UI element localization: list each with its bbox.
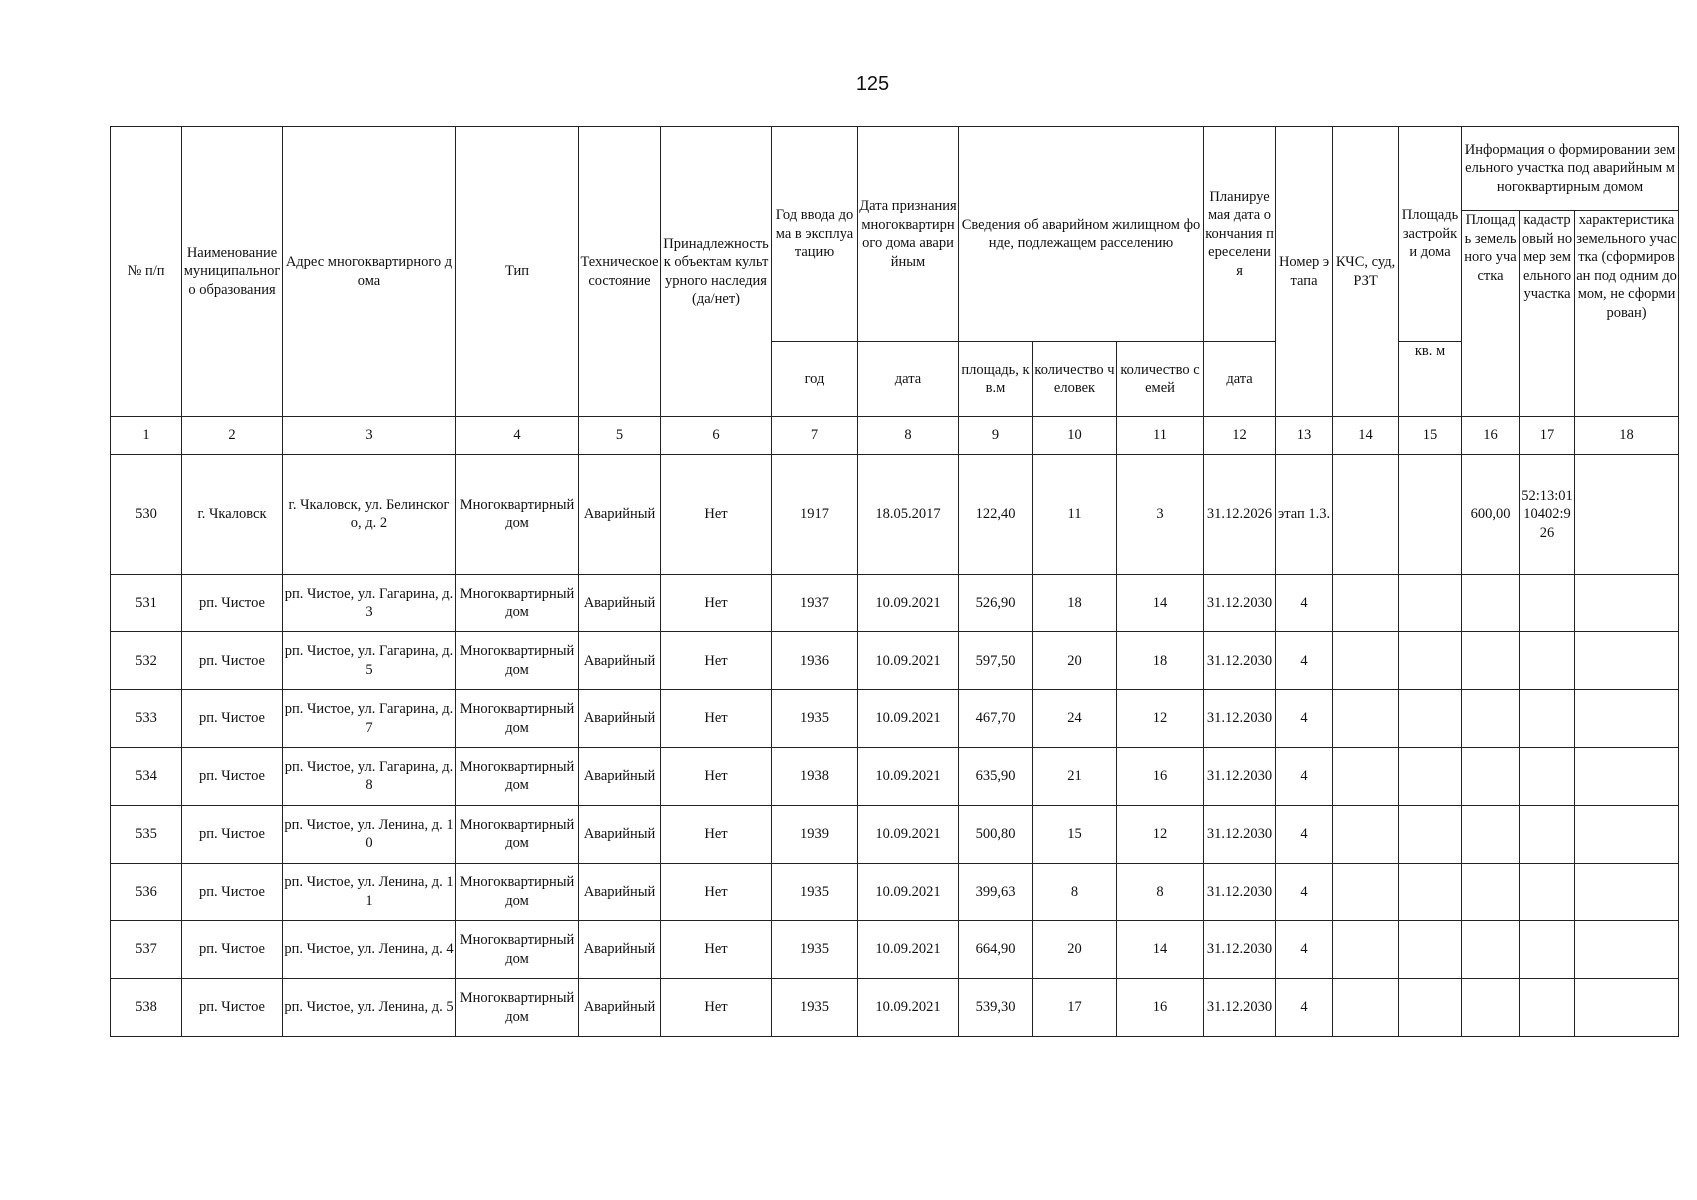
header-heritage: Принадлежность к объектам культурного наследия (да/нет)	[661, 127, 772, 417]
header-type: Тип	[456, 127, 579, 417]
cell-stage: 4	[1276, 805, 1333, 863]
header-land-char: характеристика земельного участка (сформирован под одним домом, не сформирован)	[1575, 211, 1679, 417]
header-recognition-date: Дата признания многоквартирного дома аварийным	[858, 127, 959, 342]
cell-stage: 4	[1276, 979, 1333, 1037]
table-header	[111, 127, 1679, 455]
cell-build-area	[1399, 863, 1462, 921]
column-number: 15	[1399, 417, 1462, 455]
cell-type: Многоквартирный дом	[456, 690, 579, 748]
column-number: 10	[1033, 417, 1117, 455]
cell-area: 597,50	[959, 632, 1033, 690]
header-kchs: КЧС, суд, РЗТ	[1333, 127, 1399, 417]
column-number: 12	[1204, 417, 1276, 455]
cell-cadastral	[1520, 747, 1575, 805]
header-address: Адрес многоквартирного дома	[283, 127, 456, 417]
cell-land-area	[1462, 574, 1520, 632]
cell-num: 531	[111, 574, 182, 632]
cell-condition: Аварийный	[579, 632, 661, 690]
cell-families: 16	[1117, 747, 1204, 805]
cell-address: рп. Чистое, ул. Гагарина, д. 7	[283, 690, 456, 748]
cell-stage: 4	[1276, 863, 1333, 921]
cell-people: 15	[1033, 805, 1117, 863]
cell-cadastral: 52:13:0110402:926	[1520, 455, 1575, 575]
cell-cadastral	[1520, 863, 1575, 921]
cell-recognition-date: 10.09.2021	[858, 979, 959, 1037]
subheader-build-area-unit: кв. м	[1399, 342, 1462, 417]
cell-num: 533	[111, 690, 182, 748]
cell-address: рп. Чистое, ул. Гагарина, д. 8	[283, 747, 456, 805]
cell-condition: Аварийный	[579, 921, 661, 979]
cell-year: 1935	[772, 979, 858, 1037]
cell-end-date: 31.12.2030	[1204, 979, 1276, 1037]
column-number: 18	[1575, 417, 1679, 455]
cell-condition: Аварийный	[579, 690, 661, 748]
column-number: 7	[772, 417, 858, 455]
header-build-area: Площадь застройки дома	[1399, 127, 1462, 342]
cell-address: рп. Чистое, ул. Гагарина, д. 5	[283, 632, 456, 690]
cell-area: 664,90	[959, 921, 1033, 979]
cell-build-area	[1399, 921, 1462, 979]
cell-end-date: 31.12.2030	[1204, 747, 1276, 805]
cell-heritage: Нет	[661, 805, 772, 863]
header-cadastral: кадастровый номер земельного участка	[1520, 211, 1575, 417]
cell-cadastral	[1520, 632, 1575, 690]
column-number: 5	[579, 417, 661, 455]
column-number: 4	[456, 417, 579, 455]
cell-recognition-date: 10.09.2021	[858, 921, 959, 979]
header-land-area: Площадь земельного участка	[1462, 211, 1520, 417]
cell-type: Многоквартирный дом	[456, 747, 579, 805]
subheader-date: дата	[858, 342, 959, 417]
cell-end-date: 31.12.2030	[1204, 632, 1276, 690]
cell-build-area	[1399, 979, 1462, 1037]
page-number: 125	[855, 73, 890, 95]
cell-people: 20	[1033, 632, 1117, 690]
cell-build-area	[1399, 455, 1462, 575]
cell-families: 18	[1117, 632, 1204, 690]
cell-heritage: Нет	[661, 574, 772, 632]
cell-num: 530	[111, 455, 182, 575]
cell-land-area	[1462, 747, 1520, 805]
cell-people: 20	[1033, 921, 1117, 979]
cell-build-area	[1399, 632, 1462, 690]
cell-area: 539,30	[959, 979, 1033, 1037]
table-row	[111, 455, 1679, 575]
cell-municipality: рп. Чистое	[182, 747, 283, 805]
cell-stage: 4	[1276, 747, 1333, 805]
cell-kchs	[1333, 921, 1399, 979]
cell-stage: этап 1.3.	[1276, 455, 1333, 575]
cell-people: 11	[1033, 455, 1117, 575]
cell-num: 538	[111, 979, 182, 1037]
cell-people: 17	[1033, 979, 1117, 1037]
cell-heritage: Нет	[661, 690, 772, 748]
subheader-year: год	[772, 342, 858, 417]
cell-families: 8	[1117, 863, 1204, 921]
cell-municipality: г. Чкаловск	[182, 455, 283, 575]
cell-cadastral	[1520, 805, 1575, 863]
cell-kchs	[1333, 455, 1399, 575]
cell-year: 1917	[772, 455, 858, 575]
header-year: Год ввода дома в эксплуатацию	[772, 127, 858, 342]
cell-land-char	[1575, 455, 1679, 575]
cell-condition: Аварийный	[579, 574, 661, 632]
cell-cadastral	[1520, 690, 1575, 748]
cell-year: 1936	[772, 632, 858, 690]
cell-end-date: 31.12.2030	[1204, 574, 1276, 632]
cell-stage: 4	[1276, 921, 1333, 979]
cell-municipality: рп. Чистое	[182, 863, 283, 921]
cell-condition: Аварийный	[579, 863, 661, 921]
cell-land-area	[1462, 863, 1520, 921]
header-municipality: Наименование муниципального образования	[182, 127, 283, 417]
cell-build-area	[1399, 805, 1462, 863]
cell-recognition-date: 10.09.2021	[858, 632, 959, 690]
cell-address: рп. Чистое, ул. Гагарина, д. 3	[283, 574, 456, 632]
emergency-housing-table	[110, 126, 1679, 1037]
cell-type: Многоквартирный дом	[456, 632, 579, 690]
cell-land-char	[1575, 979, 1679, 1037]
cell-land-char	[1575, 805, 1679, 863]
table-row	[111, 690, 1679, 748]
cell-land-char	[1575, 863, 1679, 921]
cell-families: 16	[1117, 979, 1204, 1037]
cell-num: 537	[111, 921, 182, 979]
cell-municipality: рп. Чистое	[182, 632, 283, 690]
cell-num: 534	[111, 747, 182, 805]
column-number: 2	[182, 417, 283, 455]
cell-type: Многоквартирный дом	[456, 863, 579, 921]
cell-heritage: Нет	[661, 979, 772, 1037]
cell-area: 635,90	[959, 747, 1033, 805]
subheader-area: площадь, кв.м	[959, 342, 1033, 417]
cell-land-area: 600,00	[1462, 455, 1520, 575]
cell-people: 21	[1033, 747, 1117, 805]
cell-address: рп. Чистое, ул. Ленина, д. 10	[283, 805, 456, 863]
cell-land-area	[1462, 921, 1520, 979]
table-row	[111, 805, 1679, 863]
cell-condition: Аварийный	[579, 455, 661, 575]
cell-type: Многоквартирный дом	[456, 574, 579, 632]
cell-end-date: 31.12.2026	[1204, 455, 1276, 575]
cell-area: 526,90	[959, 574, 1033, 632]
cell-land-char	[1575, 690, 1679, 748]
cell-end-date: 31.12.2030	[1204, 805, 1276, 863]
cell-stage: 4	[1276, 574, 1333, 632]
table-body	[111, 455, 1679, 1037]
cell-area: 500,80	[959, 805, 1033, 863]
cell-build-area	[1399, 574, 1462, 632]
cell-address: рп. Чистое, ул. Ленина, д. 11	[283, 863, 456, 921]
cell-area: 467,70	[959, 690, 1033, 748]
cell-municipality: рп. Чистое	[182, 690, 283, 748]
cell-num: 532	[111, 632, 182, 690]
cell-kchs	[1333, 747, 1399, 805]
cell-kchs	[1333, 805, 1399, 863]
cell-year: 1935	[772, 690, 858, 748]
column-number: 17	[1520, 417, 1575, 455]
column-number: 16	[1462, 417, 1520, 455]
cell-kchs	[1333, 863, 1399, 921]
table-row	[111, 747, 1679, 805]
cell-heritage: Нет	[661, 455, 772, 575]
cell-heritage: Нет	[661, 747, 772, 805]
cell-people: 8	[1033, 863, 1117, 921]
subheader-end-date: дата	[1204, 342, 1276, 417]
cell-families: 12	[1117, 690, 1204, 748]
cell-type: Многоквартирный дом	[456, 455, 579, 575]
cell-land-char	[1575, 747, 1679, 805]
cell-families: 14	[1117, 574, 1204, 632]
column-number: 13	[1276, 417, 1333, 455]
cell-area: 399,63	[959, 863, 1033, 921]
cell-cadastral	[1520, 979, 1575, 1037]
cell-municipality: рп. Чистое	[182, 979, 283, 1037]
cell-type: Многоквартирный дом	[456, 979, 579, 1037]
cell-build-area	[1399, 690, 1462, 748]
cell-condition: Аварийный	[579, 747, 661, 805]
cell-heritage: Нет	[661, 632, 772, 690]
column-number: 8	[858, 417, 959, 455]
column-number: 11	[1117, 417, 1204, 455]
cell-recognition-date: 10.09.2021	[858, 690, 959, 748]
cell-condition: Аварийный	[579, 805, 661, 863]
cell-recognition-date: 10.09.2021	[858, 747, 959, 805]
cell-condition: Аварийный	[579, 979, 661, 1037]
header-num: № п/п	[111, 127, 182, 417]
column-number: 1	[111, 417, 182, 455]
cell-stage: 4	[1276, 690, 1333, 748]
cell-recognition-date: 10.09.2021	[858, 863, 959, 921]
cell-land-char	[1575, 632, 1679, 690]
cell-num: 535	[111, 805, 182, 863]
cell-recognition-date: 10.09.2021	[858, 574, 959, 632]
cell-municipality: рп. Чистое	[182, 921, 283, 979]
cell-kchs	[1333, 574, 1399, 632]
table-row	[111, 921, 1679, 979]
cell-address: рп. Чистое, ул. Ленина, д. 4	[283, 921, 456, 979]
cell-type: Многоквартирный дом	[456, 805, 579, 863]
cell-year: 1935	[772, 863, 858, 921]
header-condition: Техническое состояние	[579, 127, 661, 417]
header-planned-end-date: Планируемая дата окончания переселения	[1204, 127, 1276, 342]
header-stage: Номер этапа	[1276, 127, 1333, 417]
cell-build-area	[1399, 747, 1462, 805]
column-number: 9	[959, 417, 1033, 455]
cell-families: 14	[1117, 921, 1204, 979]
cell-people: 18	[1033, 574, 1117, 632]
cell-year: 1938	[772, 747, 858, 805]
header-land-info: Информация о формировании земельного участка под аварийным многоквартирным домом	[1462, 127, 1679, 211]
table-row	[111, 979, 1679, 1037]
cell-kchs	[1333, 690, 1399, 748]
cell-end-date: 31.12.2030	[1204, 863, 1276, 921]
cell-land-area	[1462, 690, 1520, 748]
cell-land-area	[1462, 979, 1520, 1037]
cell-type: Многоквартирный дом	[456, 921, 579, 979]
cell-families: 3	[1117, 455, 1204, 575]
column-number: 14	[1333, 417, 1399, 455]
cell-area: 122,40	[959, 455, 1033, 575]
table-row	[111, 632, 1679, 690]
table-row	[111, 863, 1679, 921]
cell-recognition-date: 18.05.2017	[858, 455, 959, 575]
cell-year: 1939	[772, 805, 858, 863]
cell-cadastral	[1520, 574, 1575, 632]
cell-kchs	[1333, 979, 1399, 1037]
cell-end-date: 31.12.2030	[1204, 690, 1276, 748]
subheader-families: количество семей	[1117, 342, 1204, 417]
column-number-row	[111, 417, 1679, 455]
cell-end-date: 31.12.2030	[1204, 921, 1276, 979]
cell-people: 24	[1033, 690, 1117, 748]
cell-municipality: рп. Чистое	[182, 805, 283, 863]
cell-land-area	[1462, 805, 1520, 863]
cell-cadastral	[1520, 921, 1575, 979]
column-number: 3	[283, 417, 456, 455]
cell-address: рп. Чистое, ул. Ленина, д. 5	[283, 979, 456, 1037]
cell-land-char	[1575, 921, 1679, 979]
cell-kchs	[1333, 632, 1399, 690]
cell-year: 1935	[772, 921, 858, 979]
column-number: 6	[661, 417, 772, 455]
cell-families: 12	[1117, 805, 1204, 863]
table-row	[111, 574, 1679, 632]
cell-num: 536	[111, 863, 182, 921]
cell-year: 1937	[772, 574, 858, 632]
cell-heritage: Нет	[661, 921, 772, 979]
subheader-people: количество человек	[1033, 342, 1117, 417]
cell-heritage: Нет	[661, 863, 772, 921]
cell-land-char	[1575, 574, 1679, 632]
header-emergency-fund: Сведения об аварийном жилищном фонде, подлежащем расселению	[959, 127, 1204, 342]
cell-land-area	[1462, 632, 1520, 690]
cell-recognition-date: 10.09.2021	[858, 805, 959, 863]
cell-stage: 4	[1276, 632, 1333, 690]
cell-municipality: рп. Чистое	[182, 574, 283, 632]
cell-address: г. Чкаловск, ул. Белинского, д. 2	[283, 455, 456, 575]
